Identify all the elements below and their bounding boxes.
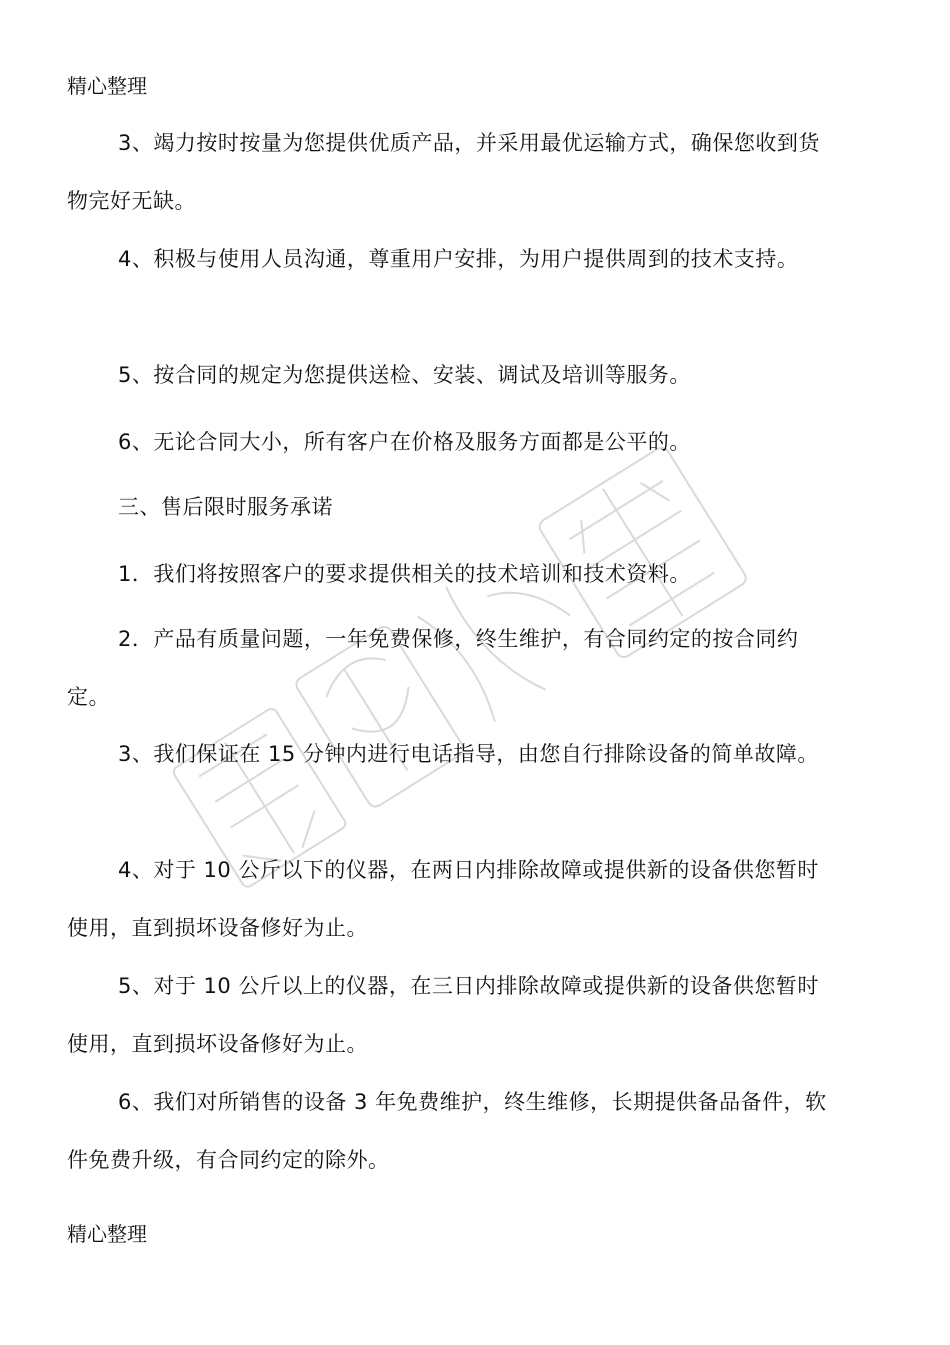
paragraph-2-warranty: 2．产品有质量问题，一年免费保修，终生维护，有合同约定的按合同约定。 bbox=[67, 627, 799, 709]
paragraph-3-quality-delivery: 3、竭力按时按量为您提供优质产品，并采用最优运输方式，确保您收到货物完好无缺。 bbox=[67, 131, 820, 213]
paragraph-5-over-10kg: 5、对于 10 公斤以上的仪器，在三日内排除故障或提供新的设备供您暂时使用，直到损坏设备修好为止。 bbox=[67, 974, 819, 1056]
paragraph-5-contract-services: 5、按合同的规定为您提供送检、安装、调试及培训等服务。 bbox=[118, 363, 691, 387]
paragraph-4-under-10kg: 4、对于 10 公斤以下的仪器，在两日内排除故障或提供新的设备供您暂时使用，直到损坏设备修好为止。 bbox=[67, 858, 819, 940]
paragraph-6-fairness: 6、无论合同大小，所有客户在价格及服务方面都是公平的。 bbox=[118, 430, 691, 454]
page-footer: 精心整理 bbox=[67, 1222, 147, 1246]
section-heading-after-sales: 三、售后限时服务承诺 bbox=[118, 495, 333, 519]
page-header: 精心整理 bbox=[67, 74, 147, 98]
paragraph-3-phone-guidance: 3、我们保证在 15 分钟内进行电话指导，由您自行排除设备的简单故障。 bbox=[118, 742, 819, 766]
paragraph-1-training: 1．我们将按照客户的要求提供相关的技术培训和技术资料。 bbox=[118, 562, 691, 586]
paragraph-4-communication: 4、积极与使用人员沟通，尊重用户安排，为用户提供周到的技术支持。 bbox=[118, 247, 799, 271]
paragraph-6-maintenance: 6、我们对所销售的设备 3 年免费维护，终生维修，长期提供备品备件，软件免费升级，有合同约定的除外。 bbox=[67, 1090, 827, 1172]
